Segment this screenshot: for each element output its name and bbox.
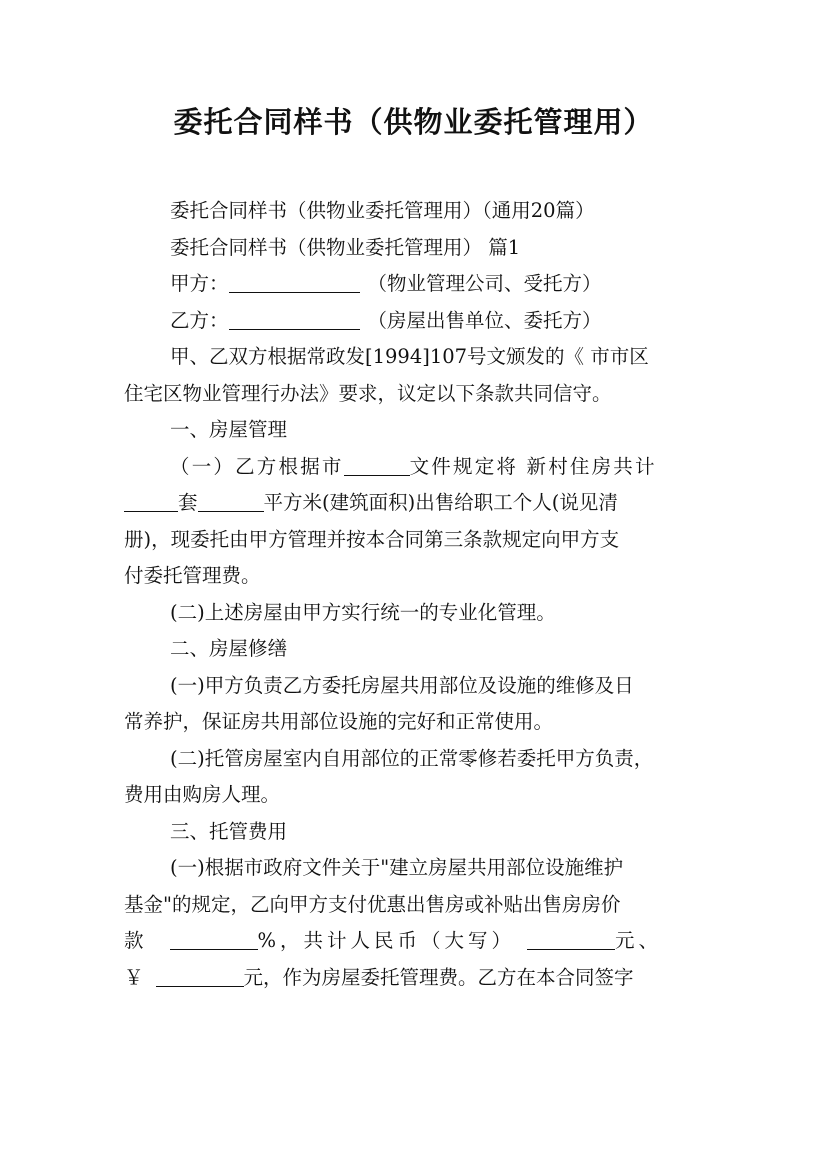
clause-1-blank-city xyxy=(344,455,410,476)
clause-5-line-1: (一)根据市政府文件关于"建立房屋共用部位设施维护 xyxy=(170,856,624,879)
clause-5-text-a: 款 xyxy=(124,929,144,952)
intro-line-2: 住宅区物业管理行办法》要求，议定以下条款共同信守。 xyxy=(124,381,612,405)
clause-5-blank-amount-words xyxy=(527,929,615,950)
clause-4-line-1: (二)托管房屋室内自用部位的正常零修若委托甲方负责， xyxy=(170,746,654,770)
clause-5-line-2: 基金"的规定，乙向甲方支付优惠出售房或补贴出售房房价 xyxy=(124,892,621,916)
clause-1-text-a: （一）乙方根据市 xyxy=(170,454,344,478)
clause-5-text-d: 元，作为房屋委托管理费。乙方在本合同签字 xyxy=(243,965,634,989)
heading-house-management: 一、房屋管理 xyxy=(170,418,288,441)
clause-2: (二)上述房屋由甲方实行统一的专业化管理。 xyxy=(170,600,556,624)
clause-1-text-d: 平方米(建筑面积)出售给职工个人(说见清 xyxy=(263,491,618,514)
heading-custody-fee: 三、托管费用 xyxy=(170,819,288,843)
intro-line-1: 甲、乙双方根据常政发[1994]107号文颁发的《 市市区 xyxy=(170,345,649,368)
clause-5-text-b: %，共计人民币（大写） xyxy=(257,929,516,952)
clause-1-text-b: 文件规定将 新村住房共计 xyxy=(409,454,657,478)
section-heading: 委托合同样书（供物业委托管理用） 篇1 xyxy=(170,235,521,259)
clause-1-blank-area xyxy=(198,491,264,512)
heading-house-repair: 二、房屋修缮 xyxy=(170,637,288,660)
clause-1-blank-units xyxy=(124,491,178,512)
document-body xyxy=(124,193,704,996)
party-b-label: 乙方： xyxy=(170,308,229,332)
document-title: 委托合同样书（供物业委托管理用） xyxy=(173,105,654,139)
clause-3-line-2: 常养护，保证房共用部位设施的完好和正常使用。 xyxy=(124,710,554,733)
party-a-note: （物业管理公司、受托方） xyxy=(367,272,602,295)
party-b-line xyxy=(124,303,704,340)
clause-1-text-c: 套 xyxy=(178,491,198,514)
clause-3-line-1: (一)甲方负责乙方委托房屋共用部位及设施的维修及日 xyxy=(170,673,634,697)
party-a-blank xyxy=(229,272,360,293)
party-a-label: 甲方： xyxy=(170,272,229,295)
clause-5-line-3 xyxy=(124,923,704,960)
clause-1-line-1 xyxy=(124,449,704,486)
party-b-blank xyxy=(229,309,360,330)
clause-1-line-3: 册)，现委托由甲方管理并按本合同第三条款规定向甲方支 xyxy=(124,527,620,551)
clause-5-text-c: 元、 xyxy=(615,929,663,952)
clause-5-blank-percent xyxy=(170,929,258,950)
party-b-note: （房屋出售单位、委托方） xyxy=(367,308,602,332)
clause-1-line-2 xyxy=(124,485,704,522)
clause-1-line-4: 付委托管理费。 xyxy=(124,564,261,587)
clause-4-line-2: 费用由购房人理。 xyxy=(124,783,281,806)
clause-5-line-4 xyxy=(124,960,704,997)
currency-symbol: ￥ xyxy=(124,965,144,989)
subtitle-line: 委托合同样书（供物业委托管理用）（通用20篇） xyxy=(170,199,595,222)
party-a-line xyxy=(124,266,704,303)
clause-5-blank-amount-figures xyxy=(156,966,244,987)
